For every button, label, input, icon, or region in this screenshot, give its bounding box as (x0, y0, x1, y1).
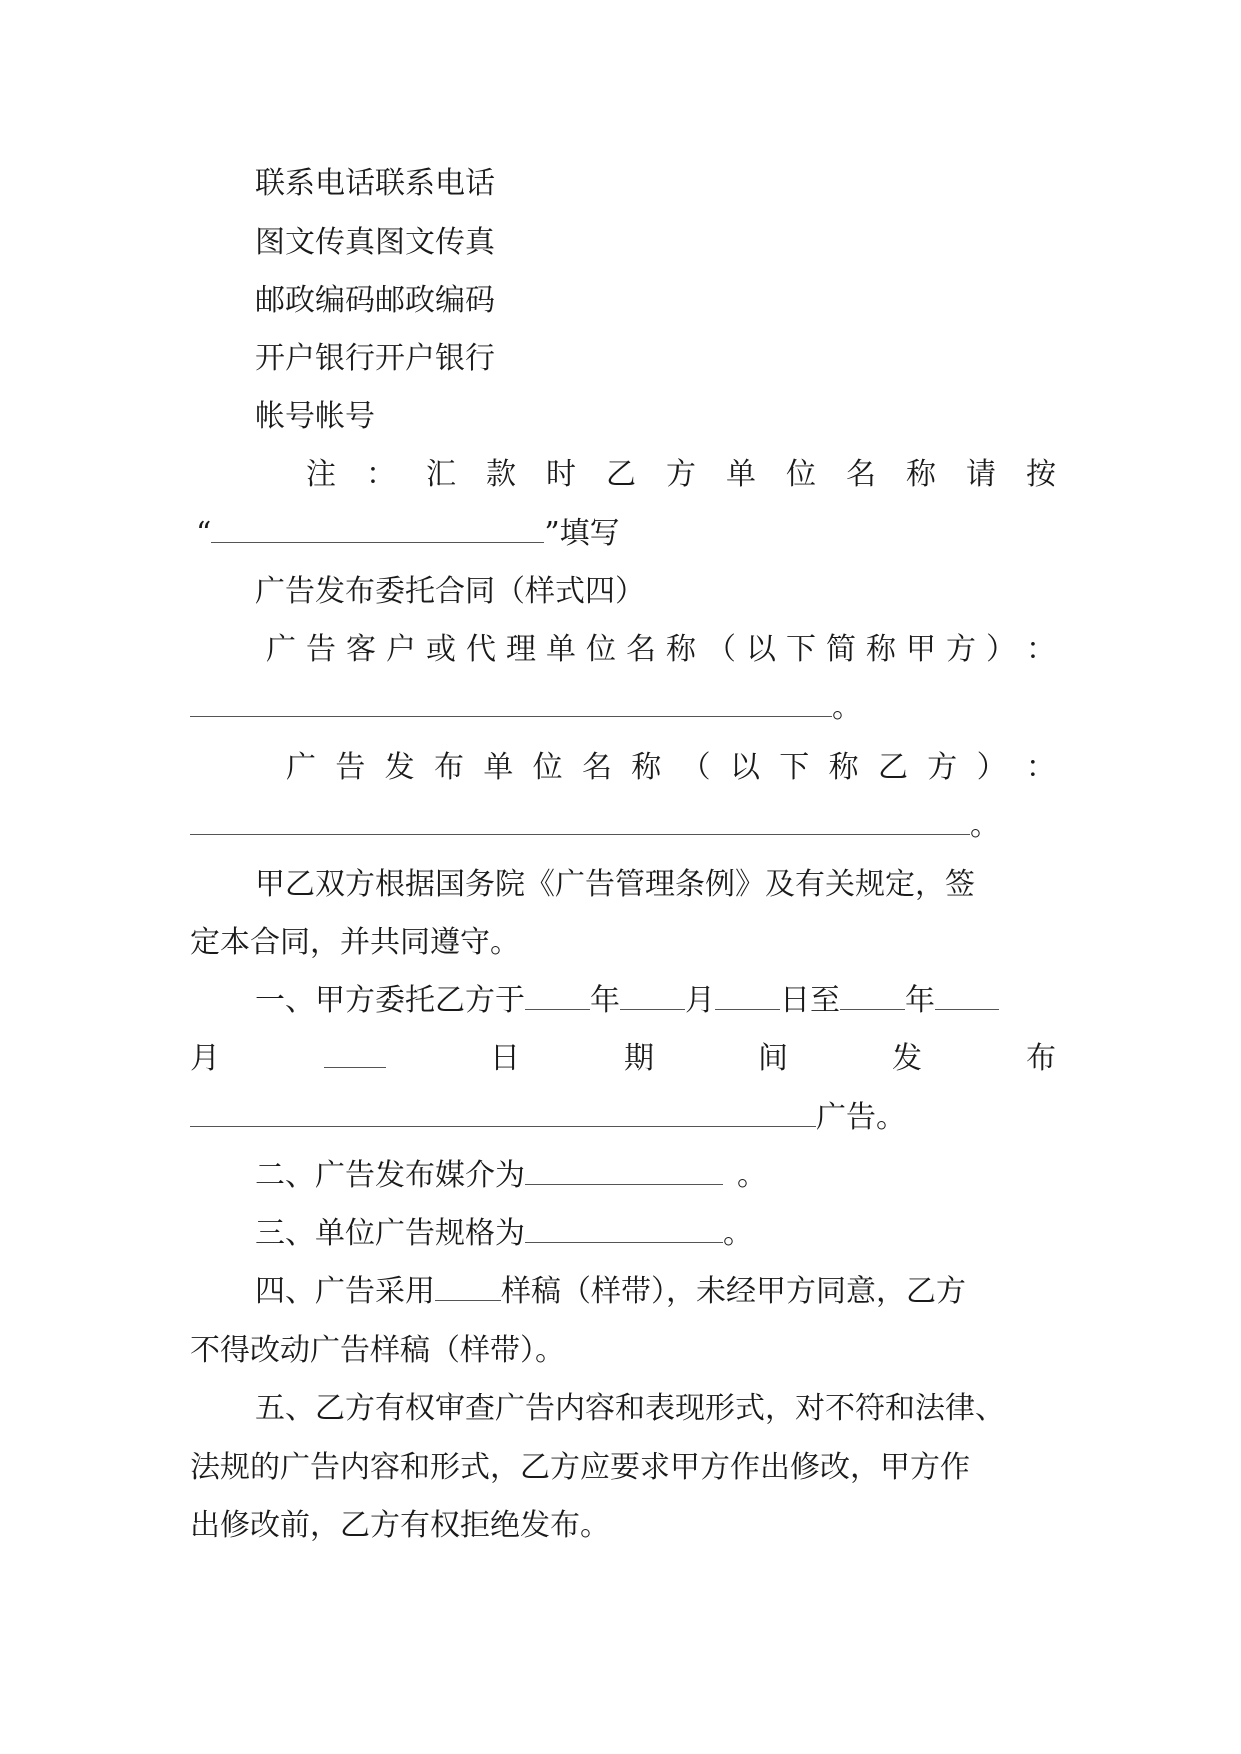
clause-3 (255, 1214, 1056, 1254)
note-char: 按 (1026, 457, 1056, 492)
clause-1-line-2 (190, 1039, 1056, 1079)
clause-4-line-1 (255, 1272, 1056, 1312)
end-day-blank (324, 1041, 386, 1068)
party-b-char: 广 (286, 750, 316, 785)
note-char: 注 (306, 457, 336, 492)
clause-3-text: 三、单位广告规格为 (255, 1216, 525, 1251)
party-b-char: 以 (729, 750, 760, 785)
clause-5-line-3: 出修改前，乙方有权拒绝发布。 (190, 1508, 610, 1543)
party-b-char: 称 (631, 750, 662, 785)
party-a-char: 或 (426, 632, 456, 667)
clause-5-line-1: 五、乙方有权审查广告内容和表现形式，对不符和法律、 (255, 1391, 1005, 1426)
period: 。 (723, 1216, 753, 1251)
party-a-char: 以 (746, 632, 776, 667)
clause-4-text-cont: 样稿（样带），未经甲方同意，乙方 (501, 1274, 966, 1309)
party-a-char: 位 (586, 632, 616, 667)
clause-4-text: 四、广告采用 (255, 1274, 435, 1309)
party-a-char: 广 (266, 632, 296, 667)
party-b-char: 名 (581, 750, 612, 785)
note-char: 汇 (426, 457, 456, 492)
sample-blank (435, 1274, 501, 1301)
basis-line-1: 甲乙双方根据国务院《广告管理条例》及有关规定，签 (255, 867, 975, 902)
contact-bank: 开户银行开户银行 (255, 341, 495, 376)
note-char: 名 (846, 457, 876, 492)
note-line (306, 455, 1056, 495)
clause-1-tail: 广告。 (816, 1100, 906, 1135)
party-a-char: 理 (506, 632, 536, 667)
contact-phone: 联系电话联系电话 (255, 166, 495, 201)
note-fill-line (196, 514, 1062, 554)
party-a-char: ： (1026, 632, 1056, 667)
clause-1-char: 发 (892, 1041, 922, 1076)
day-to-label: 日至 (780, 983, 840, 1018)
party-b-char: ： (1025, 750, 1056, 785)
party-a-name-blank (190, 690, 832, 717)
party-b-name-blank (190, 808, 970, 835)
period: 。 (737, 1158, 767, 1193)
party-a-char: 简 (826, 632, 856, 667)
party-b-char: 位 (532, 750, 563, 785)
note-char: 请 (966, 457, 996, 492)
note-fill-suffix: ”填写 (544, 516, 620, 551)
contact-fax: 图文传真图文传真 (255, 225, 495, 260)
party-a-char: 客 (346, 632, 376, 667)
period: 。 (832, 690, 862, 725)
party-a-label (266, 630, 1056, 670)
party-a-char: ） (986, 632, 1016, 667)
party-b-char: 告 (335, 750, 366, 785)
period: 。 (970, 808, 1000, 843)
note-char: 款 (486, 457, 516, 492)
open-quote: “ (196, 516, 212, 551)
month-label: 月 (685, 983, 715, 1018)
party-b-char: 乙 (877, 750, 908, 785)
start-month-blank (620, 983, 685, 1010)
ad-content-blank (190, 1100, 816, 1127)
party-a-char: 甲 (906, 632, 936, 667)
party-b-char: ） (976, 750, 1007, 785)
party-a-char: 称 (666, 632, 696, 667)
clause-1-char: 日 (490, 1041, 520, 1076)
clause-1-char: 期 (624, 1041, 654, 1076)
party-b-char: 方 (927, 750, 958, 785)
year-label: 年 (905, 983, 935, 1018)
note-char: 单 (726, 457, 756, 492)
contact-account: 帐号帐号 (255, 399, 375, 434)
party-a-char: 户 (386, 632, 416, 667)
media-blank (525, 1158, 723, 1185)
end-year-blank (840, 983, 905, 1010)
clause-1-char: 间 (758, 1041, 788, 1076)
party-b-char: （ (680, 750, 711, 785)
clause-5-line-2: 法规的广告内容和形式，乙方应要求甲方作出修改，甲方作 (190, 1450, 970, 1485)
year-label: 年 (590, 983, 620, 1018)
party-a-char: 称 (866, 632, 896, 667)
clause-4-line-2: 不得改动广告样稿（样带）。 (190, 1333, 565, 1368)
contract-title: 广告发布委托合同（样式四） (255, 574, 645, 609)
party-b-label (286, 748, 1056, 788)
start-year-blank (525, 983, 590, 1010)
contact-postal: 邮政编码邮政编码 (255, 283, 495, 318)
note-char: 乙 (606, 457, 636, 492)
clause-1-char: 月 (190, 1041, 220, 1076)
party-b-char: 单 (483, 750, 514, 785)
party-b-char: 称 (828, 750, 859, 785)
party-a-char: 方 (946, 632, 976, 667)
party-a-char: 下 (786, 632, 816, 667)
note-char: 方 (666, 457, 696, 492)
party-a-char: （ (706, 632, 736, 667)
clause-1-line-1 (255, 981, 1056, 1021)
party-b-fill (190, 806, 1056, 846)
note-char: 位 (786, 457, 816, 492)
party-a-char: 代 (466, 632, 496, 667)
party-a-fill (190, 688, 1056, 728)
clause-2 (255, 1156, 1056, 1196)
basis-line-2: 定本合同，并共同遵守。 (190, 925, 520, 960)
clause-1-char: 布 (1026, 1041, 1056, 1076)
start-day-blank (715, 983, 780, 1010)
payee-name-blank (211, 516, 544, 543)
clause-1-line-3 (190, 1098, 1056, 1138)
clause-2-text: 二、广告发布媒介为 (255, 1158, 525, 1193)
party-b-char: 下 (779, 750, 810, 785)
note-char: ： (366, 457, 396, 492)
party-b-char: 布 (433, 750, 464, 785)
party-a-char: 名 (626, 632, 656, 667)
party-a-char: 单 (546, 632, 576, 667)
party-b-char: 发 (384, 750, 415, 785)
spec-blank (525, 1216, 723, 1243)
clause-1-text: 一、甲方委托乙方于 (255, 983, 525, 1018)
party-a-char: 告 (306, 632, 336, 667)
end-month-blank (935, 983, 999, 1010)
note-char: 时 (546, 457, 576, 492)
note-char: 称 (906, 457, 936, 492)
